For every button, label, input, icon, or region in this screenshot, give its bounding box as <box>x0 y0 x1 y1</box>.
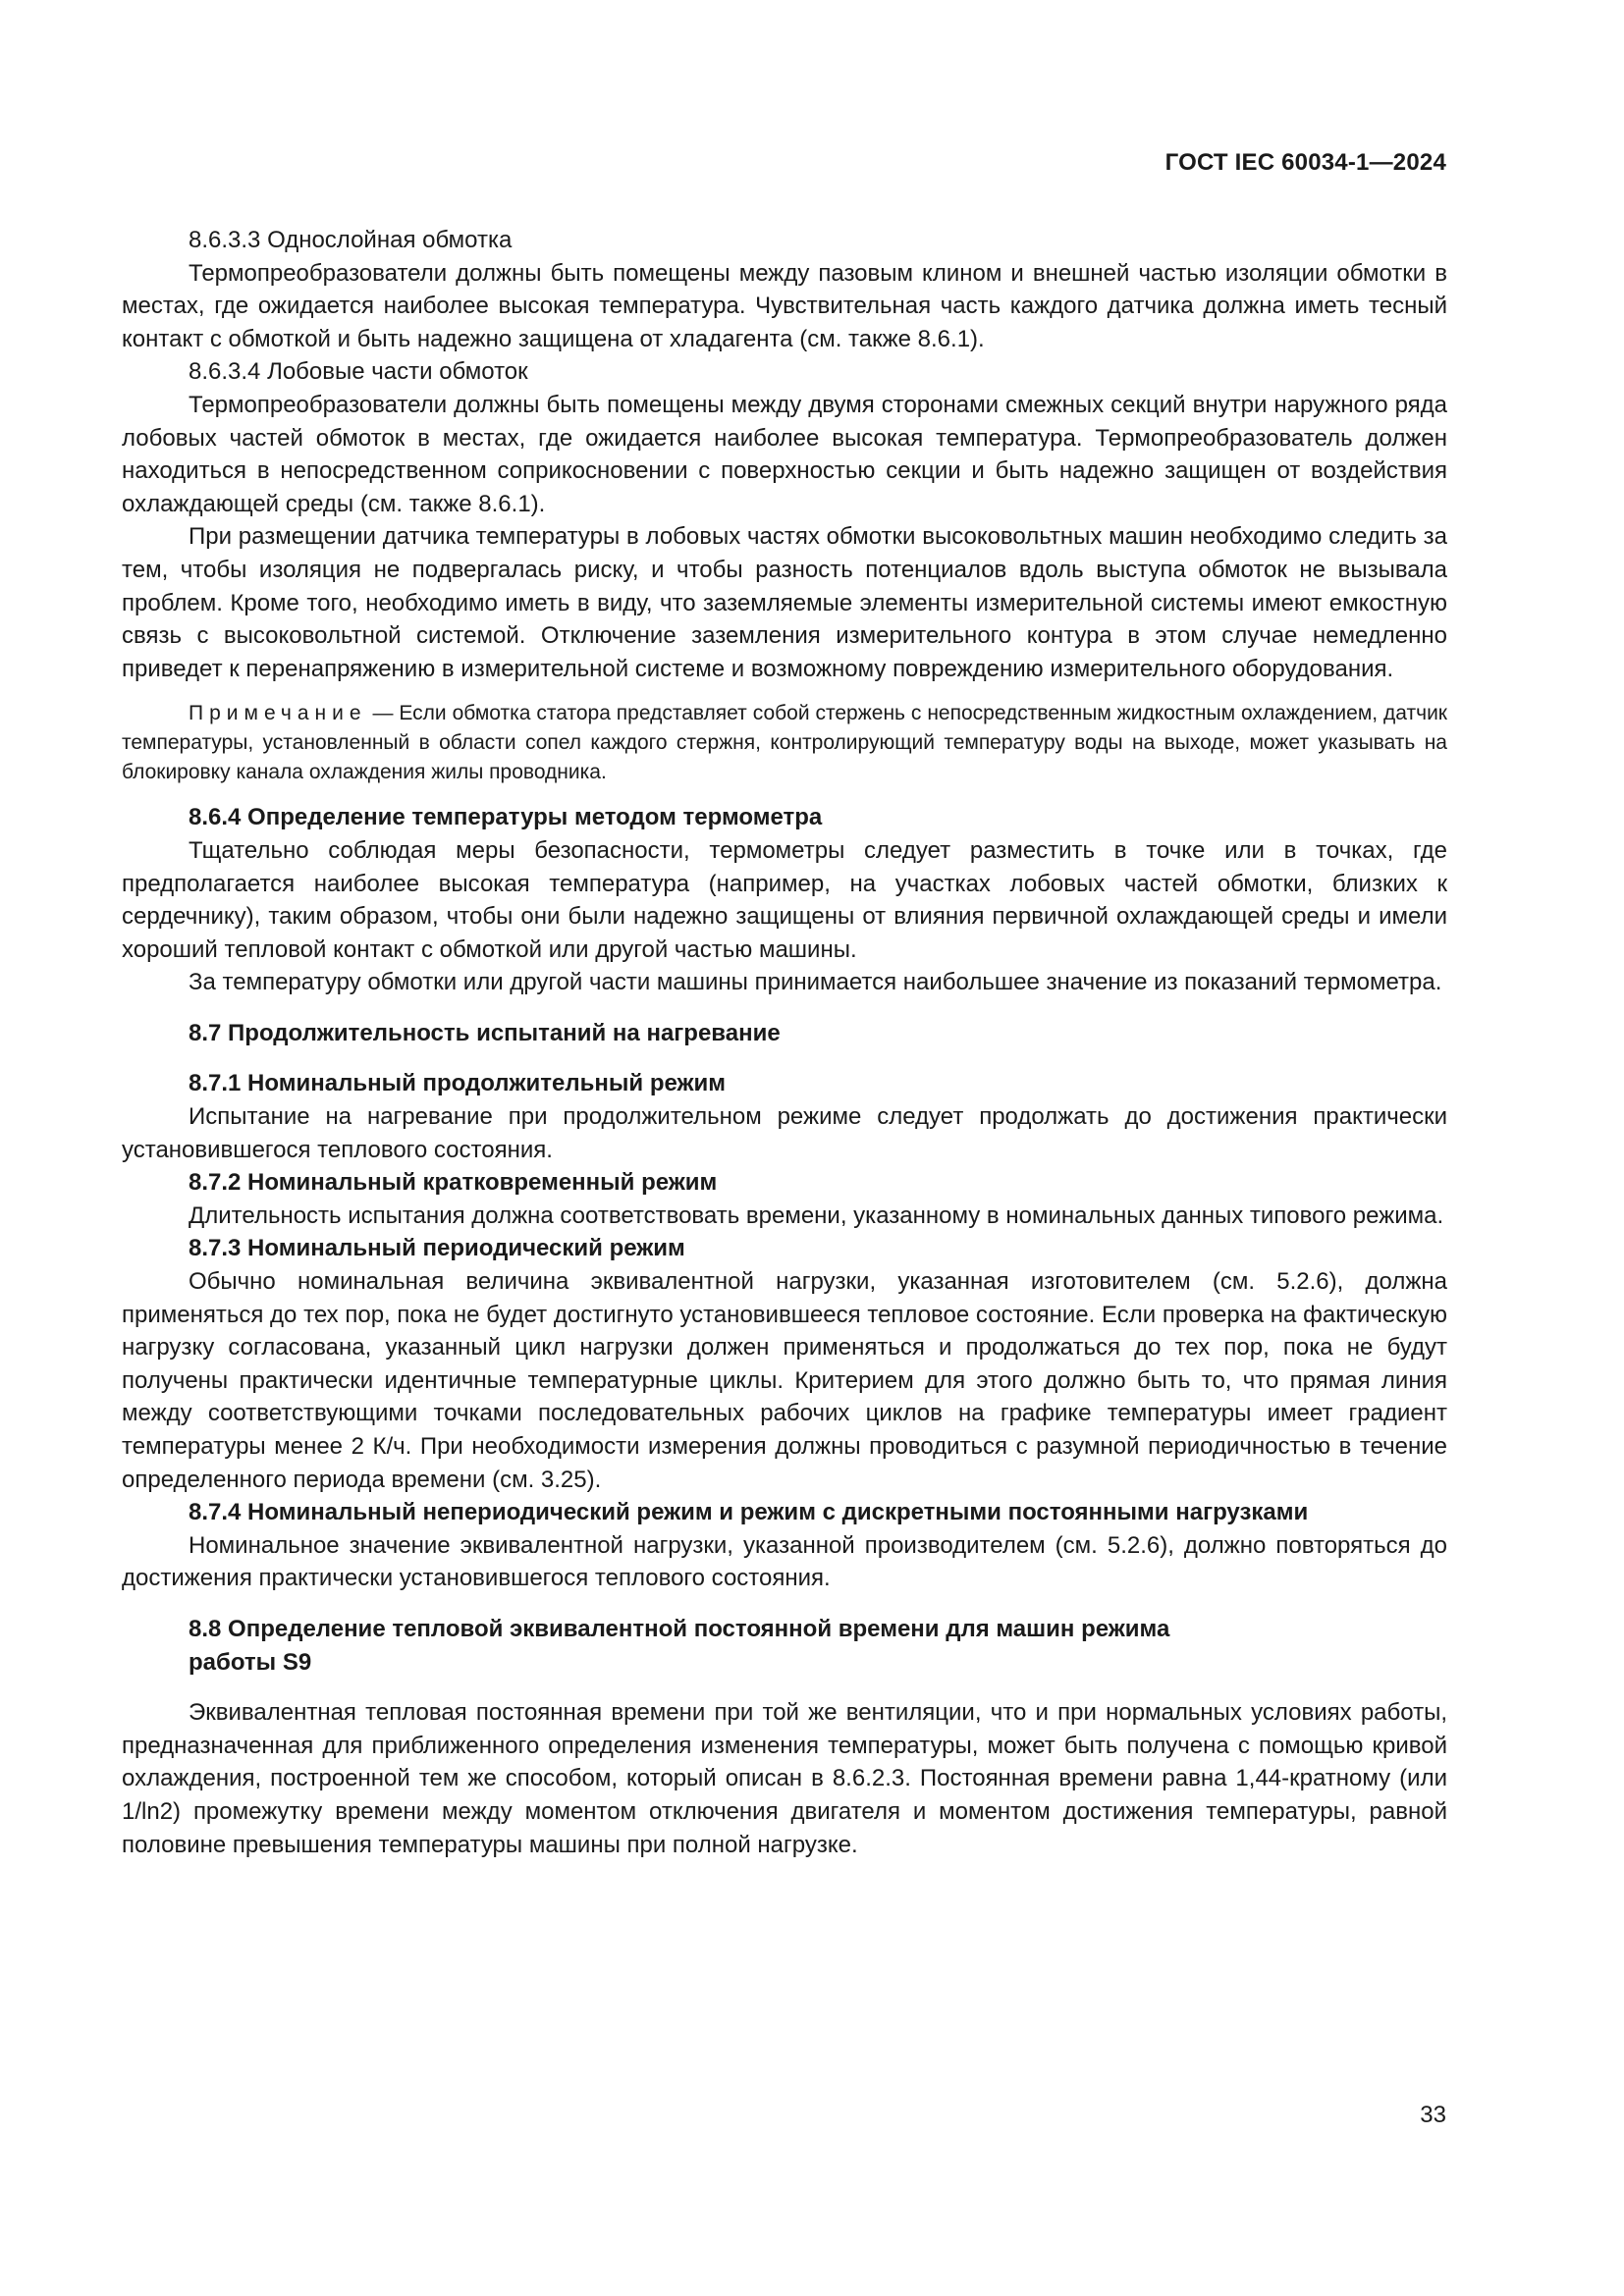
standard-designation: ГОСТ IEC 60034-1—2024 <box>1164 149 1446 176</box>
section-heading-8-7-3: 8.7.3 Номинальный периодический режим <box>189 1235 685 1262</box>
note-label: Примечание <box>189 702 367 725</box>
note <box>122 699 1447 787</box>
section-heading-8-8-line2: работы S9 <box>189 1648 312 1676</box>
section-heading-8-7-1: 8.7.1 Номинальный продолжительный режим <box>189 1070 727 1097</box>
paragraph: Номинальное значение эквивалентной нагрузки, указанной производителем (см. 5.2.6), должно повторяться до достижения практически установившегося теплового состояния. <box>122 1531 1447 1592</box>
paragraph: Обычно номинальная величина эквивалентной нагрузки, указанная изготовителем (см. 5.2.6), должна применяться до тех пор, пока не будет достигнуто установившееся тепловое состояние. Если проверка на фактическую нагрузку согласована, указанный цикл нагрузки должен применяться и продолжаться до тех пор, пока не будут получены практически идентичные температурные циклы. Критерием для этого должно быть то, что прямая линия между соответствующими точками последовательных рабочих циклов на графике температуры имеет градиент температуры менее 2 К/ч. При необходимости измерения должны проводиться с разумной периодичностью в течение определенного периода времени (см. 3.25). <box>122 1268 1447 1493</box>
section-heading-8-6-4: 8.6.4 Определение температуры методом термометра <box>189 804 823 831</box>
paragraph: Термопреобразователи должны быть помещены между двумя сторонами смежных секций внутри наружного ряда лобовых частей обмоток в местах, где ожидается наиболее высокая температура. Термопреобразователь должен находиться в непосредственном соприкосновении с поверхностью секции и быть надежно защищен от воздействия охлаждающей среды (см. также 8.6.1). <box>122 391 1447 517</box>
paragraph: Длительность испытания должна соответствовать времени, указанному в номинальных данных типового режима. <box>189 1201 1444 1229</box>
paragraph: Эквивалентная тепловая постоянная времени при той же вентиляции, что и при нормальных условиях работы, предназначенная для приближенного определения изменения температуры, может быть получена с помощью кривой охлаждения, построенной тем же способом, который описан в 8.6.2.3. Постоянная времени равна 1,44-кратному (или 1/ln2) промежутку времени между моментом отключения двигателя и моментом достижения температуры, равной половине превышения температуры машины при полной нагрузке. <box>122 1699 1447 1858</box>
section-heading-8-6-3-3: 8.6.3.3 Однослойная обмотка <box>189 227 513 253</box>
section-heading-8-8-line1: 8.8 Определение тепловой эквивалентной постоянной времени для машин режима <box>189 1615 1170 1642</box>
paragraph: Тщательно соблюдая меры безопасности, термометры следует разместить в точке или в точках, где предполагается наиболее высокая температура (например, на участках лобовых частей обмотки, близких к сердечнику), таким образом, чтобы они были надежно защищены от влияния первичной охлаждающей среды и имели хороший тепловой контакт с обмоткой или другой частью машины. <box>122 836 1447 963</box>
paragraph: За температуру обмотки или другой части машины принимается наибольшее значение из показаний термометра. <box>189 969 1442 996</box>
section-heading-8-7-4: 8.7.4 Номинальный непериодический режим и режим с дискретными постоянными нагрузками <box>189 1499 1309 1526</box>
section-heading-8-8 <box>122 1613 1447 1679</box>
page-number: 33 <box>1420 2102 1446 2128</box>
paragraph: Испытание на нагревание при продолжительном режиме следует продолжать до достижения практически установившегося теплового состояния. <box>122 1103 1447 1163</box>
note-text: — Если обмотка статора представляет собой стержень с непосредственным жидкостным охлаждением, датчик температуры, установленный в области сопел каждого стержня, контролирующий температуру воды на выходе, может указывать на блокировку канала охлаждения жилы проводника. <box>122 702 1447 784</box>
paragraph: При размещении датчика температуры в лобовых частях обмотки высоковольтных машин необходимо следить за тем, чтобы изоляция не подвергалась риску, и чтобы разность потенциалов вдоль выступа обмоток не вызывала проблем. Кроме того, необходимо иметь в виду, что заземляемые элементы измерительной системы имеют емкостную связь с высоковольтной системой. Отключение заземления измерительного контура в этом случае немедленно приведет к перенапряжению в измерительной системе и возможному повреждению измерительного оборудования. <box>122 523 1447 682</box>
section-heading-8-7: 8.7 Продолжительность испытаний на нагревание <box>189 1019 781 1046</box>
section-heading-8-7-2: 8.7.2 Номинальный кратковременный режим <box>189 1169 718 1197</box>
section-heading-8-6-3-4: 8.6.3.4 Лобовые части обмоток <box>189 358 528 386</box>
page-content <box>122 224 1447 1861</box>
paragraph: Термопреобразователи должны быть помещены между пазовым клином и внешней частью изоляции обмотки в местах, где ожидается наиболее высокая температура. Чувствительная часть каждого датчика должна иметь тесный контакт с обмоткой и быть надежно защищена от хладагента (см. также 8.6.1). <box>122 259 1447 352</box>
